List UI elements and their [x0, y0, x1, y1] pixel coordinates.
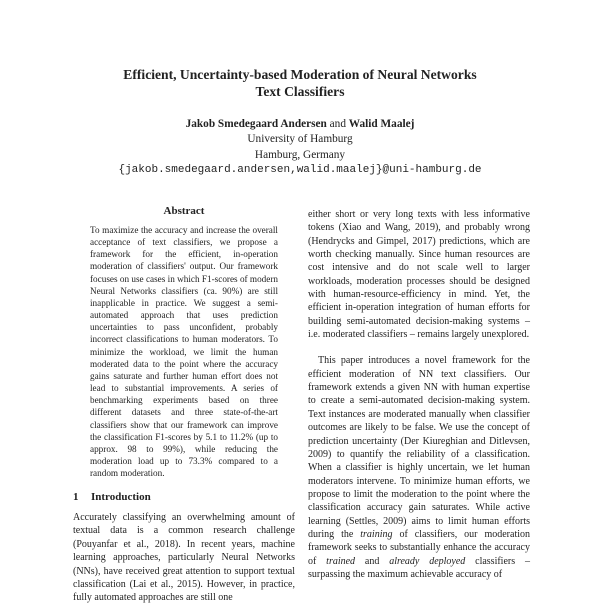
author-names — [0, 117, 600, 132]
section-heading-introduction — [73, 491, 151, 503]
title-line-1: Efficient, Uncertainty-based Moderation of Neural Networks — [123, 67, 477, 82]
intro-paragraph-left: Accurately classifying an overwhelming amount of textual data is a common research challenge (Pouyanfar et al., 2018). In recent years, machine learning approaches, particularly Neural Networks (NNs), have received great attention to support textual classification (Lai et al., 2015). However, in practice, fully automated approaches are still one — [73, 512, 295, 604]
author-1: Jakob Smedegaard Andersen — [185, 118, 327, 130]
para2-part-c: and — [355, 555, 390, 567]
author-and: and — [329, 118, 346, 130]
section-number: 1 — [73, 491, 79, 503]
right-column — [308, 208, 530, 581]
author-block — [0, 117, 600, 179]
para2-part-a: This paper introduces a novel framework for the efficient moderation of NN text classifiers. Our framework extends a given NN with human expertise to create a semi-automated decision-making system. Text instances are moderated manually when classifier outcomes are likely to be false. We use the concept of prediction uncertainty (Der Kiureghian and Ditlevsen, 2009) to quantify the reliability of a classification. When a classifier is highly uncertain, we let human moderators intervene. To minimize human efforts, we propose to limit the moderation to the point where the classification accuracy gain saturates. While active learning (Settles, 2009) aims to limit human efforts during the — [308, 355, 530, 540]
para2-part-d: classifiers – surpassing the maximum achievable accuracy of — [308, 555, 530, 580]
affiliation: University of Hamburg — [247, 133, 353, 146]
location: Hamburg, Germany — [254, 148, 346, 161]
title-line-2: Text Classifiers — [255, 84, 345, 99]
section-title: Introduction — [91, 491, 151, 503]
paper-title — [0, 66, 600, 100]
para2-training: training — [360, 528, 393, 540]
para2-deployed: already deployed — [389, 555, 466, 567]
abstract-text: To maximize the accuracy and increase the overall acceptance of text classifiers, we propose a framework for the efficient, in-operation moderation of classifiers' output. Our framework focuses on use cases in which F1-scores of modern Neural Networks classifiers (ca. 90%) are still inapplicable in practice. We suggest a semi-automated approach that uses prediction uncertainties to pass unconfident, probably incorrect classifications to human moderators. To minimize the workload, we limit the human moderated data to the point where the accuracy gains saturate and further human effort does not lead to substantial improvements. A series of benchmarking experiments based on three different datasets and three state-of-the-art classifiers show that our framework can improve the classification F1-scores by 5.1 to 11.2% (up to approx. 98 to 99%), while reducing the moderation load up to 73.3% compared to a random moderation. — [90, 225, 278, 479]
abstract-heading: Abstract — [163, 205, 205, 217]
author-email: {jakob.smedegaard.andersen,walid.maalej}@uni-hamburg.de — [118, 164, 482, 177]
para2-part-b: of classifiers, our moderation framework seeks to substantially enhance the accuracy of — [308, 528, 531, 567]
author-2: Walid Maalej — [348, 118, 415, 130]
right-paragraph-2 — [308, 354, 530, 581]
right-paragraph-1: either short or very long texts with less informative tokens (Xiao and Wang, 2019), and probably wrong (Hendrycks and Gimpel, 2017) predictions, which are worth checking manually. Since human resources are cost intensive and do not scale well to larger workloads, moderation processes should be designed with human-resource-efficiency in mind. Yet, the efficient in-operation integration of human efforts for building semi-automated decision-making systems – i.e. moderated classifiers – remains largely unexplored. — [308, 209, 530, 341]
para2-trained: trained — [326, 555, 356, 567]
